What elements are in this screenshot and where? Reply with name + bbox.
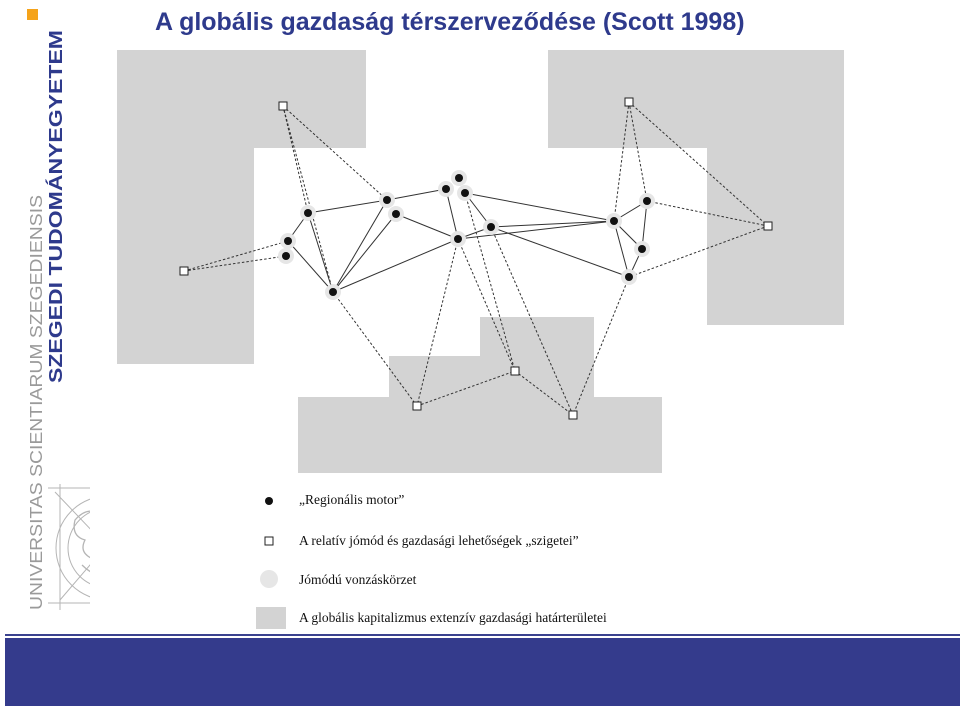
footer-rule — [5, 634, 960, 636]
periphery-zone-right — [548, 50, 844, 325]
motor-node — [329, 288, 337, 296]
legend-periphery-icon — [256, 607, 286, 629]
legend-label-halo: Jómódú vonzáskörzet — [299, 572, 417, 587]
legend-label-periphery: A globális kapitalizmus extenzív gazdasági határterületei — [299, 610, 607, 625]
island-node — [180, 267, 188, 275]
motor-node — [610, 217, 618, 225]
motor-node — [284, 237, 292, 245]
motor-node — [455, 174, 463, 182]
island-node — [625, 98, 633, 106]
island-node — [279, 102, 287, 110]
legend-motor-icon — [265, 497, 273, 505]
motor-node — [442, 185, 450, 193]
motor-links — [288, 189, 647, 292]
footer-bar — [5, 638, 960, 706]
legend-island-icon — [265, 537, 273, 545]
motor-node — [392, 210, 400, 218]
motor-node — [487, 223, 495, 231]
motor-node — [461, 189, 469, 197]
motor-node — [282, 252, 290, 260]
island-node — [511, 367, 519, 375]
legend-halo-icon — [260, 570, 278, 588]
island-node — [764, 222, 772, 230]
motor-node — [638, 245, 646, 253]
motor-node — [383, 196, 391, 204]
periphery-zones — [117, 50, 844, 473]
slide-title: A globális gazdaság térszerveződése (Scott 1998) — [155, 8, 745, 36]
university-name-latin: UNIVERSITAS SCIENTIARUM SZEGEDIENSIS — [26, 234, 46, 610]
motor-node — [643, 197, 651, 205]
periphery-zone-left — [117, 50, 366, 364]
legend-symbols — [256, 497, 286, 629]
motor-node — [625, 273, 633, 281]
legend-label-island: A relatív jómód és gazdasági lehetőségek „szigetei” — [299, 533, 579, 548]
legend-label-motor: „Regionális motor” — [299, 492, 405, 507]
university-name-bold: SZEGEDI TUDOMÁNYEGYETEM — [45, 99, 66, 383]
regional-motors — [282, 174, 651, 296]
motor-node — [454, 235, 462, 243]
motor-node — [304, 209, 312, 217]
island-node — [413, 402, 421, 410]
island-node — [569, 411, 577, 419]
periphery-zone-bottom — [298, 317, 662, 473]
